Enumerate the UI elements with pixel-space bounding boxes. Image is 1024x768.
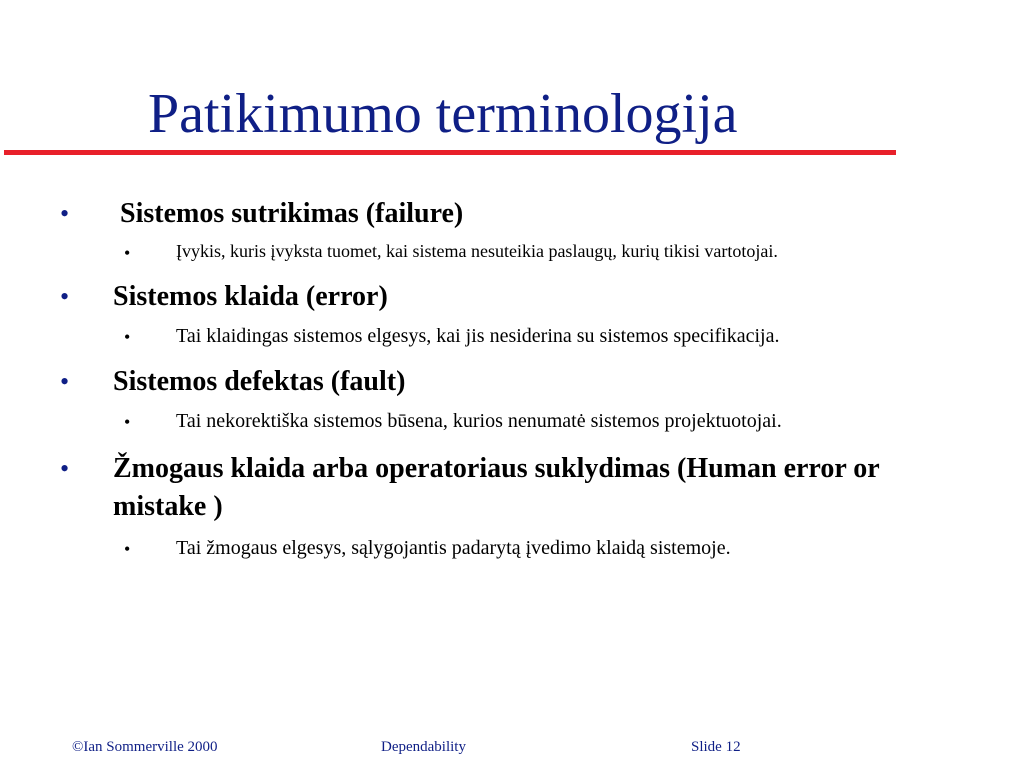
sub-bullet-dot-icon: • — [124, 539, 131, 559]
footer-slide-number: Slide 12 — [691, 739, 741, 755]
bullet-dot-icon: • — [60, 367, 70, 396]
slide-title: Patikimumo terminologija — [148, 83, 738, 145]
bullet-heading: Žmogaus klaida arba operatoriaus suklydimas (Human error or mistake ) — [113, 453, 880, 522]
bullet-heading: Sistemos sutrikimas (failure) — [120, 198, 464, 229]
sub-bullet-dot-icon: • — [124, 412, 131, 432]
sub-bullet-text: Tai nekorektiška sistemos būsena, kurios nenumatė sistemos projektuotojai. — [176, 410, 782, 432]
footer-copyright: ©Ian Sommerville 2000 — [72, 739, 218, 755]
bullet-dot-icon: • — [60, 199, 70, 228]
footer-topic: Dependability — [381, 739, 466, 755]
sub-bullet-text: Tai klaidingas sistemos elgesys, kai jis nesiderina su sistemos specifikacija. — [176, 325, 780, 347]
bullet-dot-icon: • — [60, 282, 70, 311]
sub-bullet-dot-icon: • — [124, 327, 131, 347]
sub-bullet-text: Tai žmogaus elgesys, sąlygojantis padarytą įvedimo klaidą sistemoje. — [176, 537, 731, 559]
bullet-heading: Sistemos defektas (fault) — [113, 366, 406, 397]
bullet-heading: Sistemos klaida (error) — [113, 281, 388, 312]
sub-bullet-dot-icon: • — [124, 243, 131, 263]
sub-bullet-text: Įvykis, kuris įvyksta tuomet, kai sistema nesuteikia paslaugų, kurių tikisi vartotojai. — [176, 241, 778, 261]
bullet-dot-icon: • — [60, 454, 70, 483]
